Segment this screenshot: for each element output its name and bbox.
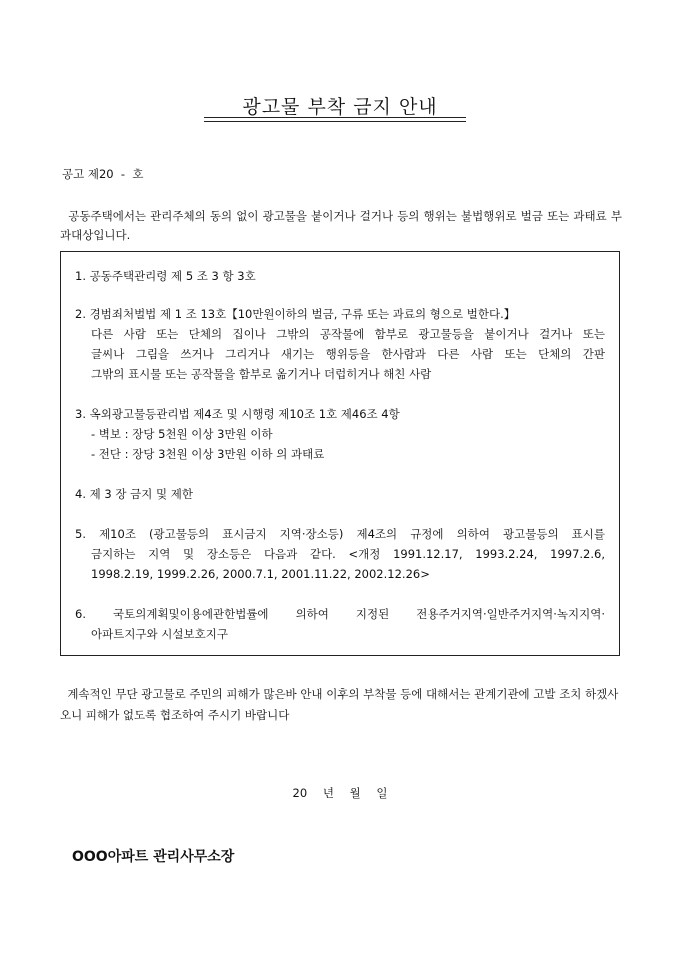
item-number: 2. <box>75 307 86 321</box>
legal-item-4 <box>75 484 605 504</box>
legal-item-3 <box>75 404 605 464</box>
item-line: 옥외광고물등관리법 제4조 및 시행령 제10조 1호 제46조 4항 <box>89 407 400 421</box>
item-number: 1. <box>75 269 86 283</box>
item-line: 아파트지구와 시설보호지구 <box>91 627 228 641</box>
intro-paragraph <box>60 207 622 245</box>
document-title: 광고물 부착 금지 안내 <box>242 96 438 118</box>
intro-text: 공동주택에서는 관리주체의 동의 없이 광고물을 붙이거나 걸거나 등의 행위는 불법행위로 벌금 또는 과태료 부과대상입니다. <box>60 209 622 242</box>
closing-paragraph <box>60 684 622 726</box>
item-number: 3. <box>75 407 86 421</box>
item-line: 공동주택관리령 제 5 조 3 항 3호 <box>89 269 256 283</box>
title-underline-bottom <box>204 121 466 122</box>
item-line: 금지하는 지역 및 장소등은 다음과 같다. <개정 1991.12.17, 1993.2.24, 1997.2.6, <box>91 547 605 561</box>
item-line: 경범죄처벌법 제 1 조 13호【10만원이하의 벌금, 구류 또는 과료의 형으로 벌한다.】 <box>89 307 516 321</box>
item-line: - 전단 : 장당 3천원 이상 3만원 이하 의 과태료 <box>91 447 325 461</box>
legal-item-2 <box>75 304 605 384</box>
notice-number: 공고 제20 - 호 <box>62 167 144 181</box>
item-line: 국토의계획및이용에관한법률에 의하여 지정된 전용주거지역·일반주거지역·녹지지역· <box>113 607 605 621</box>
item-line: 제10조 (광고물등의 표시금지 지역·장소등) 제4조의 규정에 의하여 광고물등의 표시를 <box>99 527 605 541</box>
item-number: 6. <box>75 607 86 621</box>
item-line: - 벽보 : 장당 5천원 이상 3만원 이하 <box>91 427 273 441</box>
legal-item-1 <box>75 266 605 286</box>
legal-item-6 <box>75 604 605 644</box>
signature: OOO아파트 관리사무소장 <box>72 849 235 865</box>
item-line: 다른 사람 또는 단체의 집이나 그밖의 공작물에 함부로 광고물등을 붙이거나 걸거나 또는 <box>91 327 605 341</box>
legal-item-5 <box>75 524 605 584</box>
legal-basis-box <box>60 251 620 656</box>
item-line: 1998.2.19, 1999.2.26, 2000.7.1, 2001.11.22, 2002.12.26> <box>91 567 430 581</box>
item-line: 글씨나 그림을 쓰거나 그리거나 새기는 행위등을 한사람과 다른 사람 또는 단체의 간판 <box>91 347 605 361</box>
item-number: 5. <box>75 527 86 541</box>
item-line: 그밖의 표시물 또는 공작물을 함부로 옮기거나 더럽히거나 해친 사람 <box>91 367 432 381</box>
title-underline-top <box>204 117 466 118</box>
item-line: 제 3 장 금지 및 제한 <box>89 487 193 501</box>
item-number: 4. <box>75 487 86 501</box>
closing-text: 계속적인 무단 광고물로 주민의 피해가 많은바 안내 이후의 부착물 등에 대해서는 관계기관에 고발 조치 하겠사오니 피해가 없도록 협조하여 주시기 바랍니다 <box>60 687 619 722</box>
date-line: 20 년 월 일 <box>292 786 388 800</box>
